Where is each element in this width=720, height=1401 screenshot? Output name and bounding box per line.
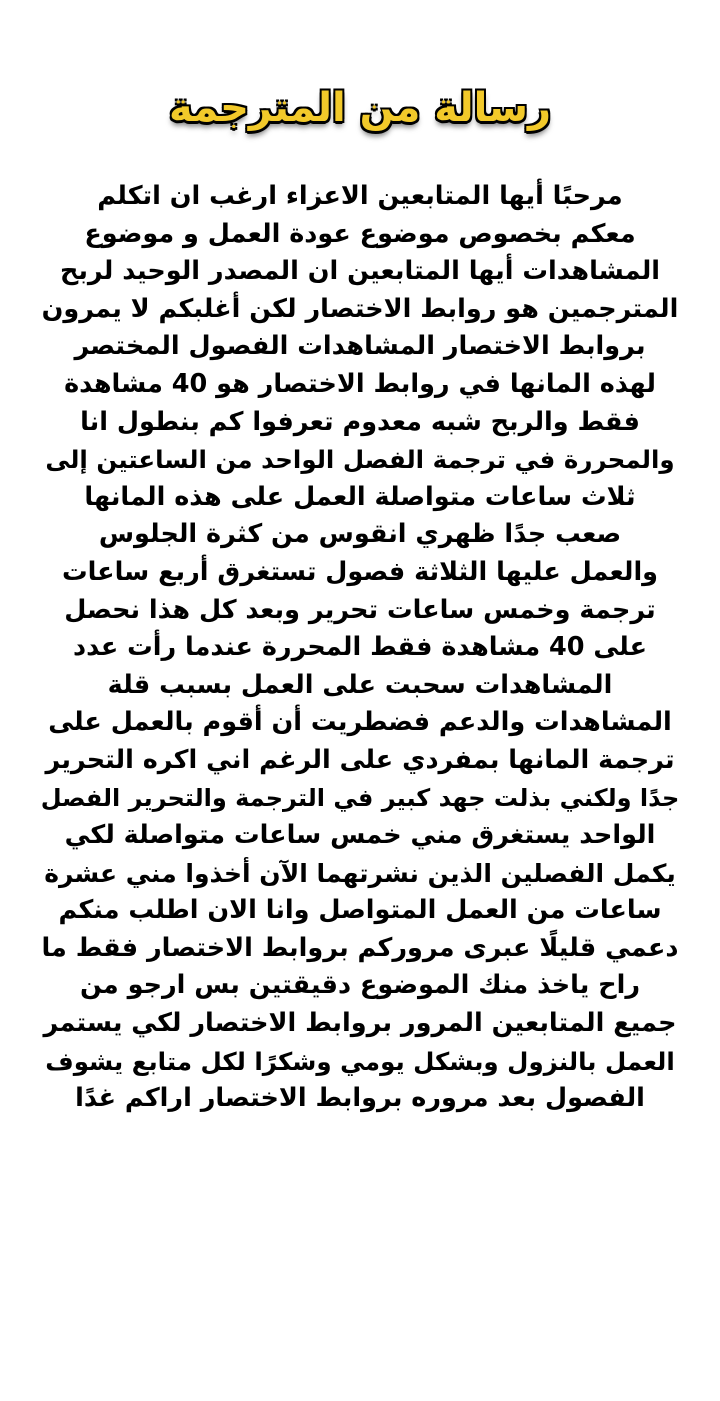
message-line: راح ياخذ منك الموضوع دقيقتين بس ارجو من — [79, 970, 641, 1001]
message-line: معكم بخصوص موضوع عودة العمل و موضوع — [84, 218, 636, 249]
message-line: مرحبًا أيها المتابعين الاعزاء ارغب ان اتكلم — [97, 181, 623, 211]
message-line: العمل بالنزول وبشكل يومي وشكرًا لكل متابع يشوف — [45, 1046, 675, 1076]
message-body — [40, 178, 680, 1118]
message-line: المشاهدات سحبت على العمل بسبب قلة — [107, 669, 613, 700]
message-line: ترجمة وخمس ساعات تحرير وبعد كل هذا نحصل — [64, 594, 656, 625]
page-title: رسالة من المترجمة — [169, 85, 551, 131]
message-line: لهذه المانها في روابط الاختصار هو 40 مشاهدة — [64, 368, 656, 399]
message-line: المترجمين هو روابط الاختصار لكن أغلبكم لا يمرون — [41, 293, 679, 324]
message-line: على 40 مشاهدة فقط المحررة عندما رأت عدد — [73, 632, 647, 663]
message-line: والعمل عليها الثلاثة فصول تستغرق أربع ساعات — [61, 556, 659, 587]
message-line: المشاهدات والدعم فضطريت أن أقوم بالعمل على — [48, 707, 672, 738]
message-line: ساعات من العمل المتواصل وانا الان اطلب منكم — [58, 895, 662, 926]
message-line: جدًا ولكني بذلت جهد كبير في الترجمة والتحرير الفصل — [40, 783, 680, 812]
message-line: صعب جدًا ظهري انقوس من كثرة الجلوس — [98, 519, 622, 550]
message-line: الواحد يستغرق مني خمس ساعات متواصلة لكي — [64, 820, 656, 851]
message-line: بروابط الاختصار المشاهدات الفصول المختصر — [74, 331, 646, 362]
message-line: الفصول بعد مروره بروابط الاختصار اراكم غدًا — [75, 1083, 645, 1114]
message-line: فقط والربح شبه معدوم تعرفوا كم بنطول انا — [80, 406, 640, 437]
message-line: ثلاث ساعات متواصلة العمل على هذه المانها — [84, 481, 636, 512]
message-line: والمحررة في ترجمة الفصل الواحد من الساعتين إلى — [45, 445, 675, 475]
message-line: جميع المتابعين المرور بروابط الاختصار لكي يستمر — [43, 1008, 677, 1039]
message-line: المشاهدات أيها المتابعين ان المصدر الوحيد لربح — [59, 256, 661, 287]
message-line: يكمل الفصلين الذين نشرتهما الآن أخذوا مني عشرة — [44, 858, 676, 888]
message-line: دعمي قليلًا عبرى مروركم بروابط الاختصار فقط ما — [41, 932, 679, 963]
message-line: ترجمة المانها بمفردي على الرغم اني اكره التحرير — [45, 744, 675, 775]
